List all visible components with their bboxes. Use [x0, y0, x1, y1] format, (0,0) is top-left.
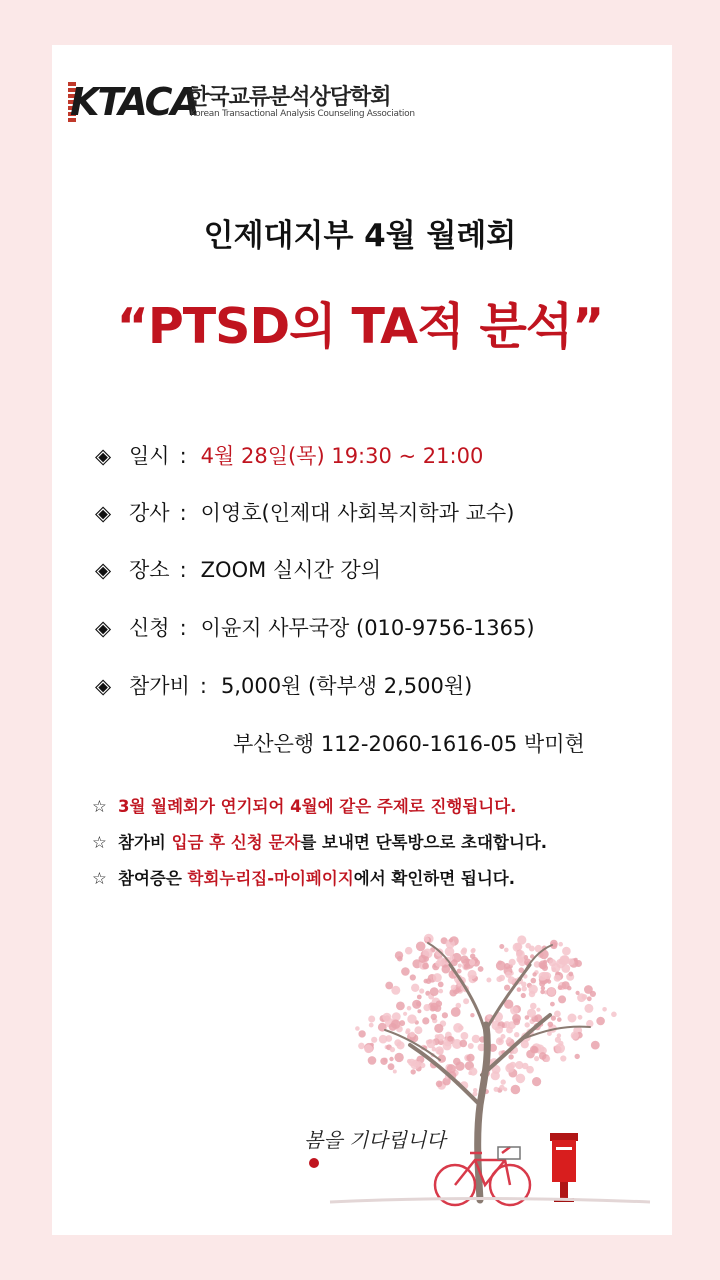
detail-colon: : — [199, 674, 207, 698]
blossom-petal — [568, 1014, 577, 1023]
blossom-petal — [576, 991, 580, 995]
blossom-petal — [393, 1070, 397, 1074]
blossom-petal — [560, 1055, 566, 1061]
blossom-petal — [416, 1001, 421, 1006]
blossom-petal — [468, 1043, 474, 1049]
blossom-petal — [416, 942, 426, 952]
blossom-petal — [411, 984, 419, 992]
blossom-petal — [568, 972, 573, 977]
blossom-petal — [525, 943, 531, 949]
blossom-petal — [431, 1014, 437, 1020]
blossom-petal — [368, 1016, 375, 1023]
blossom-petal — [403, 1012, 407, 1016]
detail-row — [95, 554, 381, 586]
blossom-petal — [407, 1006, 412, 1011]
blossom-petal — [449, 938, 453, 942]
blossom-petal — [463, 998, 469, 1004]
blossom-petal — [380, 1058, 387, 1065]
detail-value: 이윤지 사무국장 (010-9756-1365) — [200, 616, 535, 640]
blossom-petal — [508, 1054, 513, 1059]
detail-value: ZOOM 실시간 강의 — [200, 558, 381, 582]
blossom-petal — [534, 1056, 539, 1061]
blossom-petal — [516, 1074, 526, 1084]
note-text: 참가비 — [118, 833, 172, 852]
blossom-petal — [558, 995, 566, 1003]
detail-label: 장소 — [129, 558, 170, 582]
blossom-petal — [513, 1018, 520, 1025]
blossom-petal — [469, 1068, 477, 1076]
blossom-petal — [451, 985, 457, 991]
blossom-petal — [396, 1041, 404, 1049]
blossom-petal — [532, 972, 536, 976]
blossom-petal — [464, 965, 469, 970]
logo-name-korean: 한국교류분석상담학회 — [188, 85, 391, 110]
blossom-petal — [532, 1077, 541, 1086]
blossom-petal — [495, 1026, 503, 1034]
blossom-petal — [526, 1066, 534, 1074]
blossom-petal — [539, 1052, 547, 1060]
blossom-petal — [382, 1013, 391, 1022]
note-text: 입금 후 신청 문자 — [171, 833, 301, 852]
blossom-petal — [461, 949, 467, 955]
blossom-petal — [575, 960, 582, 967]
blossom-petal — [478, 966, 484, 972]
blossom-petal — [470, 1013, 474, 1017]
blossom-petal — [368, 1056, 377, 1065]
blossom-petal — [438, 982, 444, 988]
blossom-petal — [521, 982, 526, 987]
blossom-petal — [417, 995, 422, 1000]
blossom-petal — [548, 1022, 554, 1028]
star-icon: ☆ — [92, 797, 107, 816]
blossom-petal — [596, 1017, 605, 1026]
blossom-petal — [423, 956, 429, 962]
blossom-petal — [526, 1050, 535, 1059]
blossom-petal — [435, 1046, 444, 1055]
blossom-petal — [451, 1007, 461, 1017]
blossom-petal — [391, 1020, 400, 1029]
detail-row — [95, 670, 472, 702]
blossom-petal — [433, 973, 442, 982]
blossom-petal — [571, 1031, 579, 1039]
blossom-petal — [385, 982, 393, 990]
seal-stamp — [309, 1158, 319, 1168]
blossom-petal — [430, 987, 439, 996]
blossom-petal — [419, 988, 424, 993]
logo-mark: KTACA — [70, 80, 198, 124]
diamond-bullet-icon: ◈ — [95, 616, 112, 640]
blossom-petal — [501, 1079, 506, 1084]
blossom-petal — [555, 1043, 565, 1053]
note-text: 를 보내면 단톡방으로 초대합니다. — [300, 833, 548, 852]
blossom-petal — [496, 1037, 504, 1045]
diamond-bullet-icon: ◈ — [95, 501, 112, 525]
blossom-petal — [510, 1006, 519, 1015]
blossom-petal — [591, 1041, 600, 1050]
blossom-petal — [499, 975, 505, 981]
note-line — [92, 829, 547, 853]
blossom-petal — [394, 1053, 403, 1062]
blossom-petal — [442, 1012, 448, 1018]
blossom-petal — [504, 985, 510, 991]
blossom-petal — [410, 1060, 419, 1069]
blossom-petal — [458, 964, 462, 968]
blossom-petal — [514, 1032, 519, 1037]
blossom-petal — [511, 1085, 521, 1095]
blossom-petal — [504, 948, 509, 953]
blossom-petal — [424, 979, 429, 984]
blossom-petal — [472, 1035, 480, 1043]
blossom-petal — [543, 960, 547, 964]
note-text: 학회누리집-마이페이지 — [187, 869, 354, 888]
blossom-petal — [584, 1004, 593, 1013]
ground-line — [330, 1199, 650, 1203]
logo-name-english: Korean Transactional Analysis Counseling Association — [190, 109, 415, 119]
blossom-petal — [578, 1015, 583, 1020]
detail-label: 강사 — [129, 501, 170, 525]
blossom-petal — [544, 972, 551, 979]
blossom-petal — [458, 1025, 463, 1030]
blossom-petal — [467, 1054, 475, 1062]
blossom-petal — [443, 1041, 452, 1050]
blossom-petal — [401, 967, 410, 976]
blossom-petal — [460, 955, 468, 963]
blossom-petal — [388, 1063, 395, 1070]
blossom-petal — [427, 1039, 436, 1048]
blossom-petal — [575, 1054, 580, 1059]
blossom-petal — [422, 1017, 429, 1024]
blossom-petal — [414, 1026, 422, 1034]
blossom-petal — [536, 1008, 540, 1012]
note-text: 참여증은 — [118, 869, 188, 888]
blossom-petal — [611, 1012, 617, 1018]
event-title: 인제대지부 4월 월례회 — [203, 218, 517, 254]
detail-row — [95, 612, 535, 644]
blossom-petal — [487, 1015, 491, 1019]
detail-colon: : — [179, 558, 187, 582]
note-line — [92, 793, 516, 817]
blossom-petal — [471, 949, 476, 954]
bank-account: 부산은행 112-2060-1616-05 박미현 — [233, 732, 585, 756]
blossom-petal — [390, 1047, 395, 1052]
blossom-petal — [364, 1045, 373, 1054]
blossom-petal — [407, 1014, 416, 1023]
blossom-petal — [515, 1061, 523, 1069]
blossom-petal — [436, 1081, 443, 1088]
blossom-petal — [473, 1088, 477, 1092]
detail-colon: : — [179, 616, 187, 640]
blossom-petal — [507, 1063, 514, 1070]
blossom-petal — [509, 959, 516, 966]
blossom-petal — [437, 957, 446, 966]
blossom-petal — [396, 1002, 405, 1011]
detail-row — [95, 497, 514, 529]
blossom-petal — [525, 1022, 530, 1027]
blossom-petal — [561, 955, 570, 964]
blossom-petal — [410, 974, 416, 980]
blossom-petal — [405, 947, 413, 955]
blossom-petal — [550, 1002, 555, 1007]
blossom-petal — [602, 1007, 607, 1012]
blossom-petal — [530, 1003, 537, 1010]
diamond-bullet-icon: ◈ — [95, 558, 112, 582]
event-headline: “PTSD의 TA적 분석” — [116, 298, 604, 355]
blossom-petal — [358, 1030, 365, 1037]
mailbox-icon — [550, 1133, 578, 1202]
blossom-petal — [554, 1011, 561, 1018]
blossom-petal — [461, 1032, 469, 1040]
star-icon: ☆ — [92, 833, 107, 852]
blossom-petal — [517, 935, 526, 944]
blossom-petal — [494, 1087, 499, 1092]
blossom-petal — [554, 975, 561, 982]
blossom-petal — [584, 985, 593, 994]
blossom-petal — [468, 970, 477, 979]
ktaca-logo — [70, 78, 415, 128]
blossom-petal — [423, 1004, 430, 1011]
detail-value: 이영호(인제대 사회복지학과 교수) — [200, 501, 515, 525]
blossom-petal — [417, 1009, 421, 1013]
blossom-petal — [425, 937, 430, 942]
blossom-petal — [436, 1001, 442, 1007]
blossom-petal — [499, 944, 504, 949]
note-text: 에서 확인하면 됩니다. — [353, 869, 515, 888]
blossom-petal — [453, 1058, 461, 1066]
blossom-petal — [486, 978, 491, 983]
blossom-petal — [529, 985, 538, 994]
blossom-petal — [562, 981, 570, 989]
note-line — [92, 865, 515, 889]
blossom-petal — [439, 989, 444, 994]
blossom-petal — [496, 961, 506, 971]
blossom-petal — [562, 947, 571, 956]
blossom-petal — [541, 986, 545, 990]
star-icon: ☆ — [92, 869, 107, 888]
blossom-petal — [369, 1023, 374, 1028]
blossom-petal — [409, 1032, 415, 1038]
blossom-petal — [587, 996, 592, 1001]
blossom-petal — [434, 1024, 443, 1033]
detail-colon: : — [179, 501, 187, 525]
diamond-bullet-icon: ◈ — [95, 444, 112, 468]
blossom-petal — [557, 1017, 562, 1022]
blossom-petal — [395, 951, 403, 959]
blossom-petal — [499, 1085, 504, 1090]
blossom-petal — [517, 987, 522, 992]
blossom-petal — [447, 1036, 453, 1042]
blossom-petal — [558, 942, 563, 947]
blossom-petal — [406, 1028, 411, 1033]
detail-row — [95, 440, 483, 472]
detail-value: 4월 28일(목) 19:30 ~ 21:00 — [200, 444, 484, 468]
blossom-petal — [547, 988, 555, 996]
detail-label: 신청 — [129, 616, 170, 640]
blossom-petal — [516, 950, 525, 959]
blossom-petal — [531, 978, 537, 984]
detail-label: 일시 — [129, 444, 170, 468]
cherry-blossom-illustration — [290, 915, 670, 1215]
blossom-petal — [371, 1037, 377, 1043]
blossom-petal — [469, 959, 475, 965]
note-text: 3월 월례회가 연기되어 4월에 같은 주제로 진행됩니다. — [118, 797, 517, 816]
detail-label: 참가비 — [129, 674, 190, 698]
blossom-petal — [505, 972, 511, 978]
blossom-petal — [358, 1043, 365, 1050]
blossom-petal — [379, 1035, 388, 1044]
blossom-petal — [411, 1069, 416, 1074]
blossom-petal — [521, 993, 526, 998]
blossom-petal — [460, 1040, 468, 1048]
blossom-petal — [525, 1015, 530, 1020]
calligraphy-text: 봄을 기다립니다 — [304, 1128, 446, 1152]
blossom-petal — [507, 1037, 512, 1042]
blossom-petal — [450, 955, 455, 960]
blossom-petal — [355, 1026, 360, 1031]
detail-value: 5,000원 (학부생 2,500원) — [220, 674, 473, 698]
diamond-bullet-icon: ◈ — [95, 674, 112, 698]
detail-colon: : — [179, 444, 187, 468]
blossom-petal — [389, 1057, 393, 1061]
blossom-petal — [422, 963, 429, 970]
blossom-petal — [442, 965, 451, 974]
